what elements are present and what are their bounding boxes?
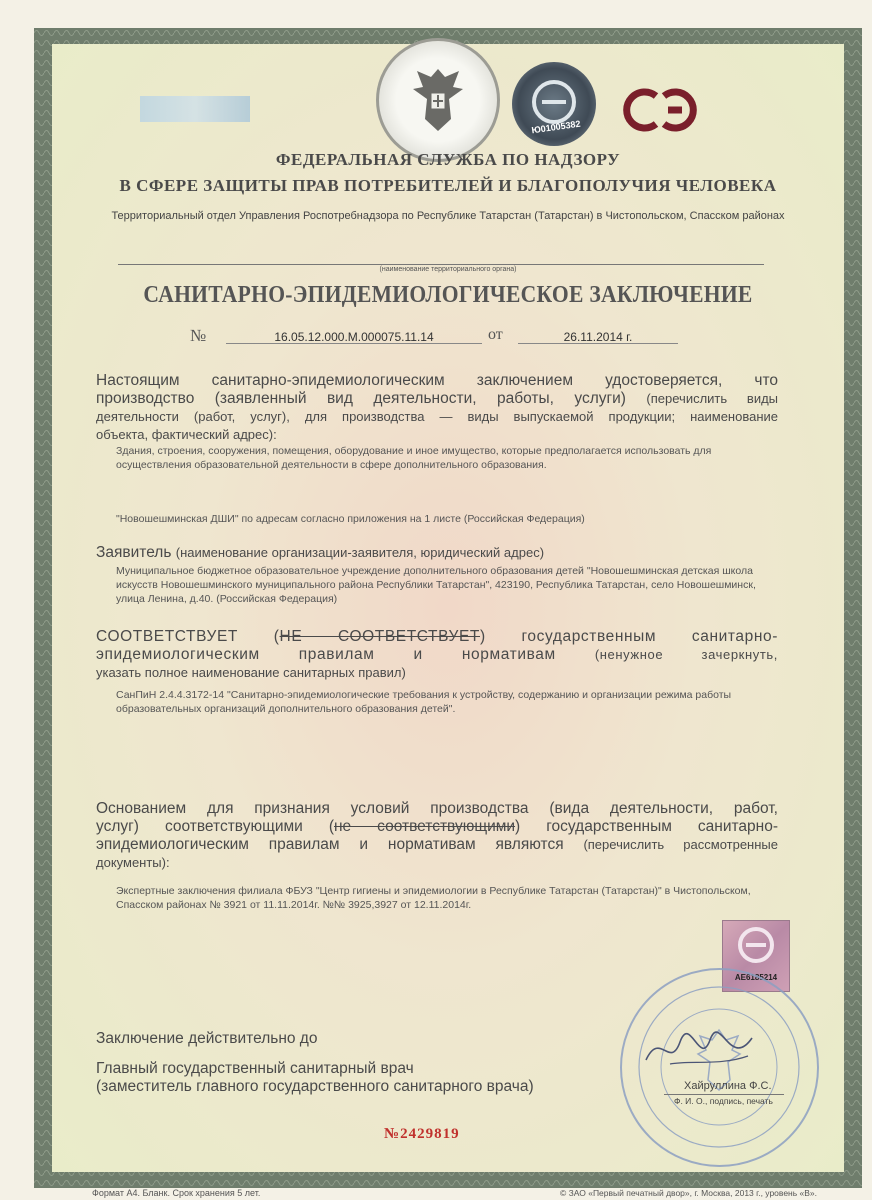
basis-line-4: документы):	[96, 855, 170, 870]
basis-line-2-a: услуг) соответствующими	[96, 818, 303, 835]
basis-line-2-paren: (не соответствующими)	[328, 818, 521, 835]
emblem-medallion	[376, 38, 500, 162]
basis-typed-line-2: Спасском районах № 3921 от 11.11.2014г. №№ 3925,3927 от 12.11.2014г.	[116, 899, 472, 911]
chief-line-1: Главный государственный санитарный врач	[96, 1060, 414, 1077]
certifies-typed-line-3: "Новошешминская ДШИ" по адресам согласно приложения на 1 листе (Российская Федерация)	[116, 513, 585, 525]
territorial-body: Территориальный отдел Управления Роспотребнадзора по Республике Татарстан (Татарстан) в Чистопольском, Спасском районах	[111, 210, 785, 222]
signer-underline	[664, 1094, 784, 1095]
document-date: 26.11.2014 г.	[563, 330, 633, 344]
applicant-typed-line-3: улица Ленина, д.40. (Российская Федерация)	[116, 593, 338, 605]
applicant-heading	[96, 544, 544, 562]
basis-line-1: Основанием для признания условий производства (вида деятельности, работ,	[96, 800, 778, 817]
se-logo-icon	[620, 88, 700, 132]
hologram-code-bottom: АЕ6185214	[734, 973, 778, 982]
agency-line-2: В СФЕРЕ ЗАЩИТЫ ПРАВ ПОТРЕБИТЕЛЕЙ И БЛАГОПОЛУЧИЯ ЧЕЛОВЕКА	[119, 176, 777, 195]
number-label: №	[190, 326, 207, 345]
certifies-line-2	[96, 390, 778, 408]
applicant-note: (наименование организации-заявителя, юридический адрес)	[175, 545, 545, 560]
conformity-typed	[116, 688, 796, 716]
certifies-line-2-note: (перечислить виды	[646, 391, 779, 406]
format-note: Формат А4. Бланк. Срок хранения 5 лет.	[92, 1188, 261, 1198]
agency-line-1: ФЕДЕРАЛЬНАЯ СЛУЖБА ПО НАДЗОРУ	[275, 150, 621, 169]
certifies-line-1: Настоящим санитарно-эпидемиологическим заключением удостоверяется, что	[96, 372, 778, 389]
conformity-line-2	[96, 646, 778, 664]
document-number: 16.05.12.000.М.000075.11.14	[274, 330, 434, 344]
conformity-struck: НЕ СООТВЕТСТВУЕТ	[279, 628, 480, 645]
conformity-typed-line-2: образовательных организаций дополнительного образования детей".	[116, 703, 456, 715]
territorial-caption: (наименование территориального органа)	[379, 266, 517, 273]
hologram-code: Ю01005382	[530, 118, 582, 136]
certifies-line-3: деятельности (работ, услуг), для производства — виды выпускаемой продукции; наименование	[96, 409, 778, 424]
certifies-line-2-main: производство (заявленный вид деятельности, работы, услуги)	[96, 390, 626, 407]
basis-struck: не соответствующими	[334, 818, 516, 835]
hologram-strip	[140, 96, 250, 122]
applicant-label: Заявитель	[96, 544, 172, 561]
double-headed-eagle-icon	[379, 41, 497, 159]
conformity-rest: государственным санитарно-	[521, 628, 778, 645]
serial-number: №2429819	[384, 1126, 460, 1142]
hologram-seal	[512, 62, 596, 146]
conformity-word: СООТВЕТСТВУЕТ	[96, 628, 239, 645]
certifies-typed-line-2: осуществления образовательной деятельности в сфере дополнительного образования.	[116, 459, 547, 471]
date-label: от	[488, 326, 503, 343]
conformity-line-3: указать полное наименование санитарных правил)	[96, 665, 406, 680]
certifies-typed	[116, 444, 776, 472]
applicant-typed-line-2: искусств Новошешминского муниципального района Республики Татарстан", 423190, Республика Татарстан, село Новошешминск,	[116, 579, 756, 591]
territorial-underline	[118, 264, 764, 265]
basis-line-3-note: (перечислить рассмотренные	[583, 837, 778, 852]
basis-line-3	[96, 836, 778, 854]
basis-line-2	[96, 818, 778, 836]
printer-note: © ЗАО «Первый печатный двор», г. Москва, 2013 г., уровень «В».	[560, 1188, 818, 1198]
certifies-line-4: объекта, фактический адрес):	[96, 427, 277, 442]
basis-line-3-main: эпидемиологическим правилам и нормативам являются	[96, 836, 564, 853]
signer-caption: Ф. И. О., подпись, печать	[674, 1096, 773, 1106]
document-title: САНИТАРНО-ЭПИДЕМИОЛОГИЧЕСКОЕ ЗАКЛЮЧЕНИЕ	[143, 282, 753, 308]
se-logo	[620, 88, 700, 137]
conformity-typed-line-1: СанПиН 2.4.4.3172-14 "Санитарно-эпидемиологические требования к устройству, содержанию и организации режима работы	[116, 689, 732, 701]
basis-line-2-b: государственным санитарно-	[546, 818, 778, 835]
signer-name: Хайруллина Ф.С.	[684, 1080, 772, 1092]
applicant-typed-line-1: Муниципальное бюджетное образовательное учреждение дополнительного образования детей "Новошешминская детская школа	[116, 565, 753, 577]
basis-paragraph	[96, 800, 778, 872]
certification-mark-icon	[723, 921, 789, 971]
basis-typed-line-1: Экспертные заключения филиала ФБУЗ "Центр гигиены и эпидемиологии в Республике Татарстан (Татарстан)" в Чистопольском,	[116, 885, 751, 897]
handwritten-signature	[640, 1020, 760, 1080]
conformity-line-2-main: эпидемиологическим правилам и нормативам	[96, 646, 556, 663]
basis-typed	[116, 884, 806, 912]
valid-until: Заключение действительно до	[96, 1030, 318, 1047]
certifies-paragraph	[96, 372, 778, 444]
certifies-typed-line-1: Здания, строения, сооружения, помещения, оборудование и иное имущество, которые предполагается использовать для	[116, 445, 712, 457]
chief-line-2: (заместитель главного государственного санитарного врача)	[96, 1078, 534, 1095]
conformity-paragraph	[96, 628, 778, 682]
conformity-paren: (НЕ СООТВЕТСТВУЕТ)	[273, 628, 486, 645]
applicant-typed	[116, 564, 816, 606]
conformity-line-1	[96, 628, 778, 646]
conformity-line-2-note: (ненужное зачеркнуть,	[594, 647, 778, 662]
